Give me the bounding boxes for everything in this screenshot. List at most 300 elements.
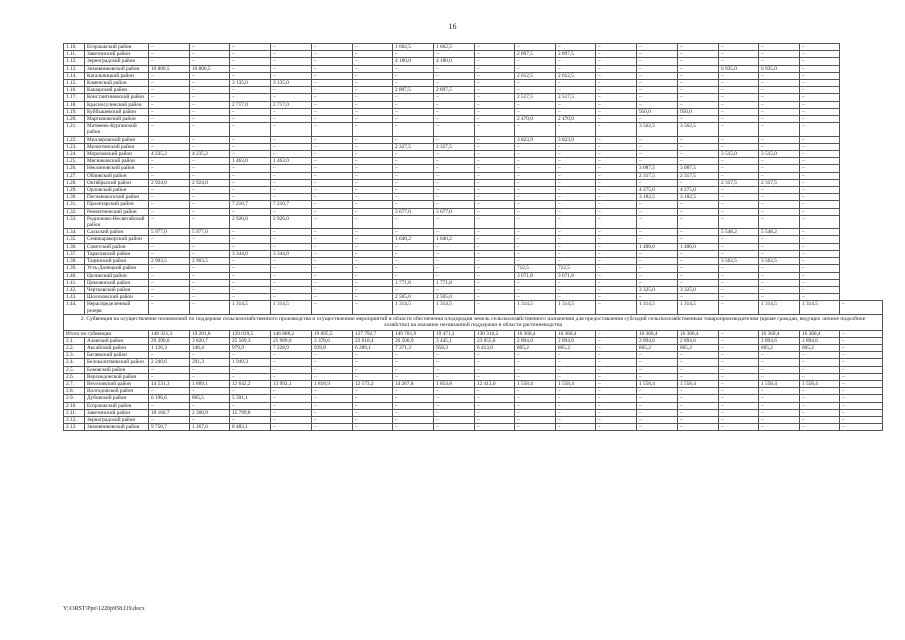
value-cell: – xyxy=(393,388,434,395)
row-number: 1.39. xyxy=(64,265,85,272)
value-cell: – xyxy=(190,80,230,87)
value-cell: – xyxy=(637,72,678,79)
value-cell: – xyxy=(271,265,312,272)
value-cell: – xyxy=(840,344,883,351)
value-cell: – xyxy=(719,352,759,359)
value-cell: 2 470,0 xyxy=(556,116,596,123)
value-cell: 2 565,0 xyxy=(393,294,434,301)
row-number: 1.41. xyxy=(64,279,85,286)
value-cell: – xyxy=(190,366,230,373)
value-cell: – xyxy=(556,359,596,366)
value-cell: – xyxy=(759,143,800,150)
value-cell: – xyxy=(353,165,393,172)
value-cell: – xyxy=(230,151,271,158)
value-cell: – xyxy=(190,58,230,65)
value-cell: – xyxy=(719,87,759,94)
value-cell: – xyxy=(637,51,678,58)
value-cell: – xyxy=(230,388,271,395)
value-cell: 16 360,4 xyxy=(800,330,840,337)
value-cell: – xyxy=(759,236,800,243)
value-cell: 149 781,9 xyxy=(393,330,434,337)
value-cell: 6 935,0 xyxy=(719,65,759,72)
district-name: Каменский район xyxy=(85,80,149,87)
value-cell: – xyxy=(149,286,190,293)
value-cell: – xyxy=(637,179,678,186)
value-cell: – xyxy=(475,409,515,416)
district-name: Песчанокопский район xyxy=(85,194,149,201)
value-cell: – xyxy=(434,101,475,108)
value-cell: – xyxy=(515,80,556,87)
value-cell: – xyxy=(190,279,230,286)
value-cell: – xyxy=(190,215,230,228)
district-name: Матвеево-Курганский район xyxy=(85,123,149,136)
value-cell: 148 321,3 xyxy=(149,330,190,337)
value-cell: – xyxy=(596,243,637,250)
value-cell: – xyxy=(800,87,840,94)
value-cell: – xyxy=(271,402,312,409)
value-cell: – xyxy=(434,373,475,380)
value-cell: – xyxy=(556,236,596,243)
value-cell: – xyxy=(434,250,475,257)
value-cell: – xyxy=(312,301,353,314)
value-cell: – xyxy=(230,136,271,143)
value-cell: – xyxy=(719,330,759,337)
value-cell: – xyxy=(596,380,637,387)
district-name: Белокалитвинский район xyxy=(85,359,149,366)
value-cell: – xyxy=(475,373,515,380)
value-cell: – xyxy=(312,229,353,236)
value-cell: – xyxy=(393,65,434,72)
value-cell: – xyxy=(393,172,434,179)
value-cell: 10 806,5 xyxy=(190,65,230,72)
value-cell: – xyxy=(393,187,434,194)
row-number: 1.19. xyxy=(64,108,85,115)
value-cell: – xyxy=(434,366,475,373)
value-cell: – xyxy=(800,136,840,143)
value-cell: – xyxy=(637,409,678,416)
value-cell: – xyxy=(678,359,719,366)
value-cell: 1 558,4 xyxy=(515,380,556,387)
district-name: Ремонтненский район xyxy=(85,208,149,215)
value-cell: – xyxy=(230,236,271,243)
value-cell: – xyxy=(230,272,271,279)
value-cell: – xyxy=(312,352,353,359)
value-cell: 12 413,0 xyxy=(475,380,515,387)
value-cell: – xyxy=(637,416,678,423)
value-cell: – xyxy=(434,215,475,228)
value-cell: – xyxy=(393,424,434,431)
table-row xyxy=(64,87,883,94)
value-cell: 1 314,5 xyxy=(271,301,312,314)
value-cell: 4 180,0 xyxy=(393,58,434,65)
value-cell: 1 126,3 xyxy=(149,344,190,351)
value-cell: 2 517,5 xyxy=(556,94,596,101)
value-cell: – xyxy=(393,243,434,250)
value-cell: – xyxy=(556,187,596,194)
value-cell: – xyxy=(434,72,475,79)
value-cell: – xyxy=(719,165,759,172)
value-cell: – xyxy=(353,416,393,423)
value-cell: – xyxy=(596,101,637,108)
district-name: Цимлянский район xyxy=(85,279,149,286)
value-cell: – xyxy=(637,265,678,272)
value-cell: – xyxy=(353,108,393,115)
value-cell: – xyxy=(596,286,637,293)
row-number: 1.14. xyxy=(64,72,85,79)
value-cell: – xyxy=(719,373,759,380)
value-cell: – xyxy=(190,187,230,194)
value-cell: – xyxy=(353,402,393,409)
value-cell: – xyxy=(475,172,515,179)
value-cell: 8 483,1 xyxy=(230,424,271,431)
table-row xyxy=(64,136,883,143)
value-cell: – xyxy=(515,187,556,194)
table-row xyxy=(64,229,883,236)
table-row xyxy=(64,337,883,344)
value-cell: – xyxy=(556,395,596,402)
value-cell: – xyxy=(271,151,312,158)
value-cell: – xyxy=(719,272,759,279)
value-cell: – xyxy=(475,58,515,65)
value-cell: – xyxy=(230,179,271,186)
value-cell: 16 360,4 xyxy=(515,330,556,337)
value-cell: – xyxy=(678,265,719,272)
value-cell: – xyxy=(637,373,678,380)
value-cell: – xyxy=(556,108,596,115)
value-cell: – xyxy=(434,80,475,87)
value-cell: – xyxy=(312,279,353,286)
table-row xyxy=(64,388,883,395)
value-cell: 2 327,5 xyxy=(434,143,475,150)
value-cell: – xyxy=(759,402,800,409)
value-cell: – xyxy=(678,236,719,243)
row-number: 2.3. xyxy=(64,352,85,359)
value-cell: – xyxy=(800,143,840,150)
value-cell: – xyxy=(678,366,719,373)
value-cell: – xyxy=(353,101,393,108)
value-cell: – xyxy=(353,51,393,58)
value-cell: – xyxy=(678,272,719,279)
value-cell: – xyxy=(759,187,800,194)
value-cell: – xyxy=(434,258,475,265)
row-number: 1.42. xyxy=(64,286,85,293)
table-row xyxy=(64,373,883,380)
value-cell: – xyxy=(515,65,556,72)
value-cell: – xyxy=(353,258,393,265)
value-cell: 4 275,0 xyxy=(678,187,719,194)
table-row xyxy=(64,402,883,409)
value-cell: – xyxy=(312,215,353,228)
value-cell: – xyxy=(637,58,678,65)
value-cell: 3 135,0 xyxy=(230,80,271,87)
value-cell: – xyxy=(596,337,637,344)
district-name: Егорлыкский район xyxy=(85,402,149,409)
value-cell: – xyxy=(759,359,800,366)
value-cell: – xyxy=(190,265,230,272)
value-cell: – xyxy=(800,194,840,201)
value-cell: – xyxy=(596,151,637,158)
value-cell: – xyxy=(515,366,556,373)
value-cell: – xyxy=(149,58,190,65)
value-cell: – xyxy=(230,72,271,79)
value-cell: 29 390,0 xyxy=(149,337,190,344)
value-cell: – xyxy=(719,208,759,215)
value-cell: – xyxy=(719,187,759,194)
value-cell: – xyxy=(515,229,556,236)
table-row xyxy=(64,236,883,243)
value-cell: 2 903,5 xyxy=(149,258,190,265)
value-cell: – xyxy=(190,286,230,293)
value-cell: – xyxy=(190,373,230,380)
value-cell: 1 640,2 xyxy=(393,236,434,243)
value-cell: – xyxy=(230,172,271,179)
table-row xyxy=(64,151,883,158)
value-cell: 2 897,5 xyxy=(393,87,434,94)
district-name: Сальский район xyxy=(85,229,149,236)
table-row xyxy=(64,416,883,423)
value-cell: – xyxy=(759,108,800,115)
file-path: Y:\ORST\Ppo\1220p958.f19.docx xyxy=(63,606,145,612)
value-cell: – xyxy=(475,179,515,186)
value-cell: 3 562,5 xyxy=(759,258,800,265)
value-cell: – xyxy=(434,201,475,208)
value-cell: – xyxy=(637,359,678,366)
value-cell: – xyxy=(353,359,393,366)
value-cell: – xyxy=(556,215,596,228)
value-cell: – xyxy=(393,158,434,165)
value-cell: – xyxy=(190,236,230,243)
value-cell: – xyxy=(515,179,556,186)
value-cell: – xyxy=(596,236,637,243)
value-cell: – xyxy=(475,158,515,165)
value-cell: – xyxy=(434,194,475,201)
value-cell: – xyxy=(800,352,840,359)
value-cell: – xyxy=(759,279,800,286)
section-2-title: 2. Субвенция на осуществление полномочий по поддержке сельскохозяйственного производства и осуществлению мероприятий в области обеспечения плодородия земель сельскохозяйственного назначения для предоставления субсидий сельскохозяйственным товаропроизводителям (кроме граждан, ведущих личное подсобное хозяйство) на оказание несвязанной поддержки в области растениеводства xyxy=(64,314,883,330)
row-number: 1.16. xyxy=(64,87,85,94)
value-cell: – xyxy=(475,87,515,94)
value-cell: – xyxy=(312,158,353,165)
district-name: Красносулинский район xyxy=(85,101,149,108)
row-number: 1.32. xyxy=(64,208,85,215)
row-number: 2.12. xyxy=(64,416,85,423)
value-cell: – xyxy=(840,301,883,314)
value-cell: – xyxy=(434,229,475,236)
value-cell: – xyxy=(312,395,353,402)
value-cell: – xyxy=(149,388,190,395)
value-cell: 1 406,0 xyxy=(637,243,678,250)
value-cell: 805,2 xyxy=(515,344,556,351)
value-cell: 6 935,0 xyxy=(759,65,800,72)
value-cell: – xyxy=(678,143,719,150)
row-number: 2.5. xyxy=(64,366,85,373)
value-cell: – xyxy=(719,172,759,179)
value-cell: – xyxy=(759,215,800,228)
value-cell: – xyxy=(515,58,556,65)
district-name: Пролетарский район xyxy=(85,201,149,208)
value-cell: – xyxy=(393,194,434,201)
value-cell: – xyxy=(312,201,353,208)
value-cell: – xyxy=(312,265,353,272)
value-cell: – xyxy=(800,416,840,423)
value-cell: – xyxy=(840,416,883,423)
value-cell: – xyxy=(149,44,190,51)
value-cell: – xyxy=(353,194,393,201)
value-cell: – xyxy=(719,366,759,373)
row-number: 2.1. xyxy=(64,337,85,344)
value-cell: – xyxy=(271,286,312,293)
value-cell: 5 548,2 xyxy=(719,229,759,236)
value-cell: – xyxy=(149,352,190,359)
value-cell: – xyxy=(475,116,515,123)
value-cell: 2 717,0 xyxy=(230,101,271,108)
value-cell: – xyxy=(475,108,515,115)
value-cell: – xyxy=(719,265,759,272)
value-cell: – xyxy=(759,136,800,143)
value-cell: – xyxy=(434,51,475,58)
value-cell: – xyxy=(759,366,800,373)
value-cell: – xyxy=(515,172,556,179)
value-cell: 7 210,7 xyxy=(230,201,271,208)
value-cell: – xyxy=(149,94,190,101)
district-name: Семикаракорский район xyxy=(85,236,149,243)
value-cell: – xyxy=(271,236,312,243)
value-cell: – xyxy=(271,143,312,150)
value-cell: – xyxy=(719,236,759,243)
value-cell: – xyxy=(840,352,883,359)
row-number: 2.11. xyxy=(64,409,85,416)
value-cell: – xyxy=(434,136,475,143)
value-cell: 12 642,2 xyxy=(230,380,271,387)
value-cell: 1 314,5 xyxy=(556,301,596,314)
value-cell: – xyxy=(800,201,840,208)
value-cell: – xyxy=(596,409,637,416)
value-cell: – xyxy=(393,265,434,272)
value-cell: – xyxy=(190,143,230,150)
district-name: Обливский район xyxy=(85,172,149,179)
district-name: Волгодонской район xyxy=(85,388,149,395)
value-cell: – xyxy=(719,80,759,87)
value-cell: 2 924,0 xyxy=(149,179,190,186)
value-cell: – xyxy=(190,194,230,201)
value-cell: – xyxy=(475,424,515,431)
value-cell: – xyxy=(556,80,596,87)
value-cell: – xyxy=(271,123,312,136)
value-cell: – xyxy=(515,151,556,158)
value-cell: – xyxy=(393,108,434,115)
value-cell: – xyxy=(596,250,637,257)
value-cell: – xyxy=(312,58,353,65)
value-cell: – xyxy=(596,80,637,87)
value-cell: – xyxy=(312,116,353,123)
value-cell: 1 558,4 xyxy=(637,380,678,387)
value-cell: – xyxy=(719,123,759,136)
value-cell: 16 360,4 xyxy=(556,330,596,337)
value-cell: – xyxy=(475,366,515,373)
value-cell: – xyxy=(230,279,271,286)
value-cell: – xyxy=(759,409,800,416)
value-cell: – xyxy=(353,201,393,208)
value-cell: 2 565,0 xyxy=(434,294,475,301)
value-cell: – xyxy=(637,279,678,286)
value-cell: – xyxy=(515,395,556,402)
value-cell: – xyxy=(719,337,759,344)
value-cell: – xyxy=(800,243,840,250)
table-row xyxy=(64,123,883,136)
value-cell: – xyxy=(800,236,840,243)
value-cell: – xyxy=(190,402,230,409)
value-cell: – xyxy=(637,94,678,101)
value-cell: – xyxy=(596,330,637,337)
value-cell: – xyxy=(149,215,190,228)
value-cell: – xyxy=(475,402,515,409)
value-cell: – xyxy=(719,116,759,123)
value-cell: – xyxy=(475,359,515,366)
value-cell: 2 894,6 xyxy=(637,337,678,344)
value-cell: – xyxy=(353,373,393,380)
value-cell: – xyxy=(800,424,840,431)
table-row xyxy=(64,330,883,337)
value-cell: – xyxy=(190,101,230,108)
value-cell: – xyxy=(678,416,719,423)
value-cell: – xyxy=(556,416,596,423)
value-cell: – xyxy=(840,402,883,409)
value-cell: 23 055,8 xyxy=(475,337,515,344)
value-cell: – xyxy=(759,101,800,108)
district-name: Константиновский район xyxy=(85,94,149,101)
value-cell: 1 558,4 xyxy=(800,380,840,387)
value-cell: 1 771,8 xyxy=(393,279,434,286)
value-cell: – xyxy=(596,301,637,314)
value-cell: – xyxy=(800,165,840,172)
value-cell: – xyxy=(271,294,312,301)
value-cell: – xyxy=(596,416,637,423)
value-cell: – xyxy=(271,136,312,143)
value-cell: – xyxy=(596,352,637,359)
value-cell: 3 515,0 xyxy=(719,151,759,158)
value-cell: – xyxy=(515,44,556,51)
value-cell: 3 677,0 xyxy=(393,208,434,215)
value-cell: – xyxy=(637,65,678,72)
value-cell: 1 314,5 xyxy=(434,301,475,314)
value-cell: – xyxy=(393,94,434,101)
table-row xyxy=(64,158,883,165)
table-row xyxy=(64,279,883,286)
value-cell: – xyxy=(475,395,515,402)
value-cell: – xyxy=(271,165,312,172)
value-cell: – xyxy=(353,80,393,87)
value-cell: – xyxy=(353,58,393,65)
value-cell: – xyxy=(800,172,840,179)
value-cell: – xyxy=(556,87,596,94)
value-cell: – xyxy=(190,123,230,136)
value-cell: – xyxy=(515,286,556,293)
value-cell: – xyxy=(678,80,719,87)
value-cell: – xyxy=(271,243,312,250)
value-cell: – xyxy=(719,380,759,387)
value-cell: – xyxy=(678,229,719,236)
value-cell: 13 992,1 xyxy=(271,380,312,387)
value-cell: 1 314,5 xyxy=(230,301,271,314)
value-cell: – xyxy=(596,294,637,301)
value-cell: – xyxy=(637,250,678,257)
value-cell: – xyxy=(637,158,678,165)
value-cell: – xyxy=(475,208,515,215)
district-name: Орловский район xyxy=(85,187,149,194)
value-cell: – xyxy=(353,116,393,123)
value-cell: – xyxy=(393,359,434,366)
value-cell: – xyxy=(719,194,759,201)
